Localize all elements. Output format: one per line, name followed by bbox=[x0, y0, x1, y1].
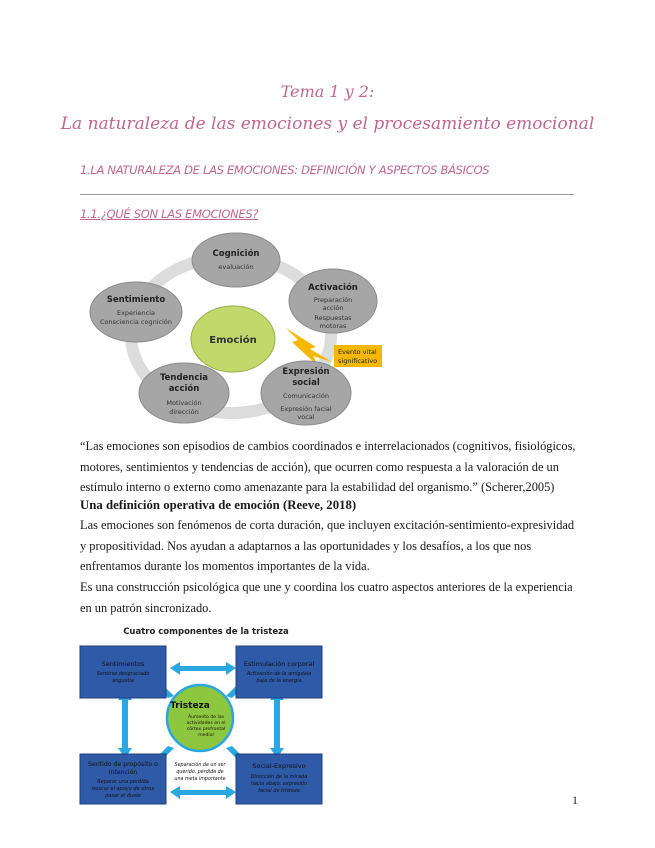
box-sentimientos-text2: angustia bbox=[112, 678, 134, 684]
node-activacion-sub4: motoras bbox=[319, 322, 347, 330]
page-number: 1 bbox=[572, 793, 578, 807]
node-tendencia-sub1: Motivación bbox=[166, 399, 202, 407]
box-proposito-text3: pasar el duelo bbox=[105, 793, 141, 799]
emotion-components-diagram bbox=[88, 232, 388, 432]
node-sentimiento-title: Sentimiento bbox=[106, 295, 166, 305]
node-tendencia-sub2: dirección bbox=[169, 408, 199, 416]
subsection-heading: 1.1.¿QUÉ SON LAS EMOCIONES? bbox=[80, 207, 259, 221]
node-expresion-sub1: Comunicación bbox=[283, 392, 329, 400]
box-proposito-title: Sentido de propósito o bbox=[88, 761, 158, 768]
section-heading: 1.LA NATURALEZA DE LAS EMOCIONES: DEFINICIÓN Y ASPECTOS BÁSICOS bbox=[80, 163, 490, 177]
box-proposito-title2: intención bbox=[108, 769, 138, 776]
node-cognicion-sub: evaluación bbox=[218, 263, 254, 271]
node-expresion-title: Expresión bbox=[282, 367, 330, 377]
box-proposito-text1: Reparar una pérdida bbox=[97, 779, 149, 785]
node-sentimiento-sub2: Consciencia cognición bbox=[99, 318, 173, 326]
center-tristeza-sub3: córtex prefrontal bbox=[186, 727, 226, 732]
box-estimulacion-title: Estimulación corporal bbox=[243, 660, 315, 668]
node-tendencia-title2: acción bbox=[168, 384, 200, 394]
node-sentimiento-sub1: Experiencia bbox=[116, 309, 156, 317]
center-tristeza-sub2: actividades en el bbox=[186, 721, 226, 726]
box-social-expresivo-text2: hacia abajo, expresión bbox=[250, 781, 308, 787]
page-title: Tema 1 y 2: bbox=[280, 82, 375, 101]
box-social-expresivo-text1: Dirección de la mirada bbox=[250, 774, 308, 780]
node-cognicion-title: Cognición bbox=[212, 249, 260, 259]
center-label: Emoción bbox=[209, 335, 257, 346]
event-text-1: Evento vital bbox=[338, 348, 377, 356]
scherer-quote: “Las emociones son episodios de cambios coordinados e interrelacionados (cognitivos, fisiológicos, motores, sentimientos y tendencias de acción), que ocurren como respuesta a la valoración de un estímulo interno o externo como amenazante para la estabilidad del organismo.” (Scherer,2005) bbox=[80, 439, 576, 494]
center-tristeza-title: Tristeza bbox=[170, 701, 210, 711]
event2-text-1: Separación de un ser bbox=[174, 763, 226, 768]
center-tristeza-sub1: Aumento de las bbox=[187, 715, 225, 720]
event2-text-2: querido, pérdida de bbox=[176, 770, 224, 775]
node-expresion-sub2: Expresión facial bbox=[280, 405, 332, 413]
page-subtitle: La naturaleza de las emociones y el procesamiento emocional bbox=[60, 114, 595, 134]
construction-paragraph: Es una construcción psicológica que une y coordina los cuatro aspectos anteriores de la experiencia en un patrón sincronizado. bbox=[80, 580, 573, 615]
event2-text-3: una meta importante bbox=[174, 777, 226, 782]
node-activacion-sub1: Preparación bbox=[313, 296, 353, 304]
node-tendencia-title: Tendencia bbox=[159, 373, 209, 383]
sadness-diagram-title: Cuatro componentes de la tristeza bbox=[123, 627, 289, 637]
section-divider bbox=[80, 194, 574, 195]
node-expresion-sub3: vocal bbox=[297, 413, 315, 421]
definition-heading: Una definición operativa de emoción (Reeve, 2018) bbox=[80, 498, 357, 512]
box-sentimientos-title: Sentimientos bbox=[101, 660, 145, 668]
box-estimulacion-text2: baja de la energía bbox=[256, 678, 302, 684]
node-cognicion bbox=[192, 233, 280, 287]
box-proposito-text2: buscar el apoyo de otros bbox=[92, 786, 154, 792]
node-activacion-sub2: acción bbox=[322, 304, 344, 312]
box-social-expresivo-title: Social-Expresivo bbox=[252, 762, 306, 770]
event-text-2: significativo bbox=[338, 357, 378, 365]
box-social-expresivo-text3: facial de tristeza bbox=[258, 788, 300, 794]
node-expresion-title2: social bbox=[292, 378, 320, 388]
box-estimulacion-text1: Activación de la amígdala bbox=[246, 671, 312, 677]
definition-paragraph: Las emociones son fenómenos de corta duración, que incluyen excitación-sentimiento-expresividad y propositividad. Nos ayudan a adaptarnos a las oportunidades y los desafíos, a los que nos enfrentamos durante los momentos importantes de la vida. bbox=[80, 518, 575, 573]
node-activacion-sub3: Respuestas bbox=[314, 314, 352, 322]
box-sentimientos-text1: Sentirse desgraciado bbox=[96, 671, 150, 677]
center-tristeza-sub4: medial bbox=[198, 733, 214, 738]
sadness-components-diagram bbox=[78, 620, 328, 806]
node-activacion-title: Activación bbox=[308, 283, 358, 293]
